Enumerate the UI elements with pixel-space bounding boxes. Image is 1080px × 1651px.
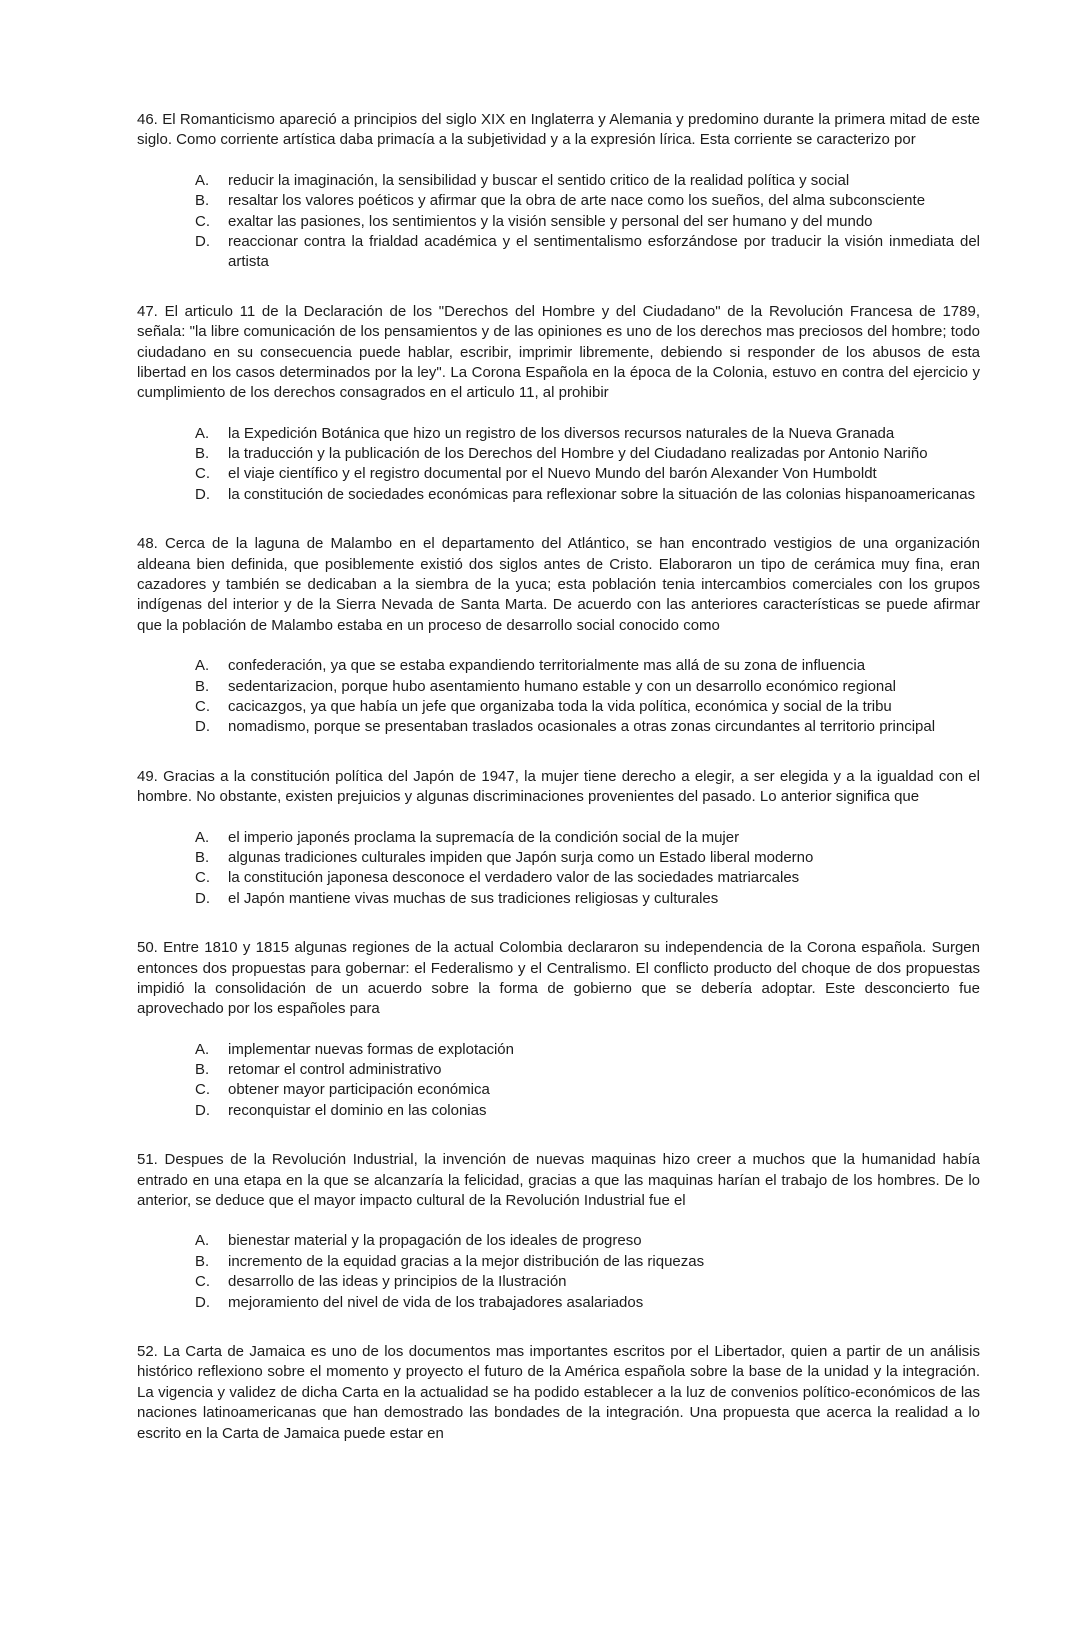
option-text: el Japón mantiene vivas muchas de sus tradiciones religiosas y culturales xyxy=(228,889,719,907)
question-number: 48. xyxy=(137,535,158,553)
question-text xyxy=(137,1150,980,1211)
option-row xyxy=(195,828,980,848)
question-52 xyxy=(137,1342,980,1444)
option-text: sedentarizacion, porque hubo asentamiento humano estable y con un desarrollo económico regional xyxy=(228,677,896,695)
option-text: obtener mayor participación económica xyxy=(228,1081,490,1099)
question-body: El articulo 11 de la Declaración de los "Derechos del Hombre y del Ciudadano" de la Revolución Francesa de 1789, señala: "la libre comunicación de los pensamientos y de las opiniones es uno de los derechos mas preciosos del hombre; todo ciudadano en su consecuencia puede hablar, escribir, imprimir libremente, debiendo si responder de los abusos de esta libertad en los casos determinados por la ley". La Corona Española en la época de la Colonia, estuvo en contra del ejercicio y cumplimiento de los derechos consagrados en el articulo 11, al prohibir xyxy=(137,302,980,402)
option-text: la Expedición Botánica que hizo un registro de los diversos recursos naturales de la Nueva Granada xyxy=(228,424,895,442)
options-list xyxy=(137,656,980,738)
option-row xyxy=(195,1040,980,1060)
options-list xyxy=(137,828,980,910)
question-body: El Romanticismo apareció a principios del siglo XIX en Inglaterra y Alemania y predomino durante la primera mitad de este siglo. Como corriente artística daba primacía a la subjetividad y a la expresión lírica. Esta corriente se caracterizo por xyxy=(137,111,981,149)
option-letter: C. xyxy=(195,1273,210,1291)
option-letter: A. xyxy=(195,828,210,846)
option-text: el imperio japonés proclama la supremacía de la condición social de la mujer xyxy=(228,828,740,846)
question-number: 49. xyxy=(137,767,158,785)
option-letter: D. xyxy=(195,485,210,503)
option-row xyxy=(195,444,980,464)
question-number: 47. xyxy=(137,302,158,320)
option-text: retomar el control administrativo xyxy=(228,1061,442,1079)
option-letter: A. xyxy=(195,424,210,442)
options-list xyxy=(137,1040,980,1122)
option-letter: D. xyxy=(195,232,210,250)
option-text: el viaje científico y el registro documental por el Nuevo Mundo del barón Alexander Von Humboldt xyxy=(228,465,877,483)
option-text: implementar nuevas formas de explotación xyxy=(228,1040,514,1058)
question-text xyxy=(137,110,980,151)
option-letter: D. xyxy=(195,718,210,736)
option-letter: B. xyxy=(195,1252,210,1270)
option-letter: C. xyxy=(195,1081,210,1099)
option-letter: C. xyxy=(195,697,210,715)
question-body: Entre 1810 y 1815 algunas regiones de la actual Colombia declararon su independencia de la Corona española. Surgen entonces dos propuestas para gobernar: el Federalismo y el Centralismo. El conflicto producto del choque de dos propuestas impidió la consolidación de un acuerdo sobre la forma de gobierno que se debería adoptar. Este desconcierto fue aprovechado por los españoles para xyxy=(137,939,980,1018)
option-letter: C. xyxy=(195,869,210,887)
option-text: bienestar material y la propagación de los ideales de progreso xyxy=(228,1232,642,1250)
option-row xyxy=(195,868,980,888)
option-row xyxy=(195,212,980,232)
option-text: resaltar los valores poéticos y afirmar que la obra de arte nace como los sueños, del alma subconsciente xyxy=(228,192,926,210)
question-46 xyxy=(137,110,980,273)
option-text: la constitución japonesa desconoce el verdadero valor de las sociedades matriarcales xyxy=(228,869,800,887)
option-text: reconquistar el dominio en las colonias xyxy=(228,1101,487,1119)
question-text xyxy=(137,534,980,636)
option-text: la constitución de sociedades económicas para reflexionar sobre la situación de las colonias hispanoamericanas xyxy=(228,485,976,503)
option-row xyxy=(195,1101,980,1121)
option-row xyxy=(195,848,980,868)
option-letter: A. xyxy=(195,171,210,189)
question-51 xyxy=(137,1150,980,1313)
option-text: mejoramiento del nivel de vida de los trabajadores asalariados xyxy=(228,1293,644,1311)
option-letter: B. xyxy=(195,1061,210,1079)
option-row xyxy=(195,1231,980,1251)
question-text xyxy=(137,302,980,404)
question-text xyxy=(137,1342,980,1444)
question-number: 50. xyxy=(137,939,158,957)
option-letter: B. xyxy=(195,445,210,463)
question-body: Cerca de la laguna de Malambo en el departamento del Atlántico, se han encontrado vestigios de una organización aldeana bien definida, que posiblemente existió dos siglos antes de Cristo. Elaboraron un tipo de cerámica muy fina, eran cazadores y también se dedicaban a la siembra de la yuca; esta población tenia intercambios comerciales con los grupos indígenas del interior y de la Sierra Nevada de Santa Marta. De acuerdo con las anteriores características se puede afirmar que la población de Malambo estaba en un proceso de desarrollo social conocido como xyxy=(137,535,980,634)
question-number: 52. xyxy=(137,1342,158,1360)
options-list xyxy=(137,424,980,506)
option-text: nomadismo, porque se presentaban traslados ocasionales a otras zonas circundantes al territorio principal xyxy=(228,718,936,736)
question-body: Gracias a la constitución política del Japón de 1947, la mujer tiene derecho a elegir, a ser elegida y a la igualdad con el hombre. No obstante, existen prejuicios y algunas discriminaciones provenientes del pasado. Lo anterior significa que xyxy=(137,767,980,806)
option-letter: D. xyxy=(195,1101,210,1119)
option-letter: B. xyxy=(195,848,210,866)
question-50 xyxy=(137,938,980,1121)
option-letter: B. xyxy=(195,677,210,695)
question-48 xyxy=(137,534,980,738)
option-row xyxy=(195,191,980,211)
option-row xyxy=(195,1060,980,1080)
option-text: desarrollo de las ideas y principios de la Ilustración xyxy=(228,1273,567,1291)
option-letter: A. xyxy=(195,657,210,675)
option-row xyxy=(195,424,980,444)
option-row xyxy=(195,656,980,676)
option-text: algunas tradiciones culturales impiden que Japón surja como un Estado liberal moderno xyxy=(228,848,814,866)
option-row xyxy=(195,1272,980,1292)
question-47 xyxy=(137,302,980,506)
question-body: Despues de la Revolución Industrial, la invención de nuevas maquinas hizo creer a muchos que la humanidad había entrado en una etapa en la que se alcanzaría la felicidad, gracias a que las maquinas harían el trabajo de los hombres. De lo anterior, se deduce que el mayor impacto cultural de la Revolución Industrial fue el xyxy=(137,1151,980,1210)
options-list xyxy=(137,171,980,273)
option-text: cacicazgos, ya que había un jefe que organizaba toda la vida política, económica y social de la tribu xyxy=(228,697,892,715)
option-row xyxy=(195,1293,980,1313)
option-row xyxy=(195,171,980,191)
option-row xyxy=(195,485,980,505)
option-row xyxy=(195,464,980,484)
option-text: confederación, ya que se estaba expandiendo territorialmente mas allá de su zona de influencia xyxy=(228,657,866,675)
option-letter: D. xyxy=(195,889,210,907)
option-letter: D. xyxy=(195,1293,210,1311)
option-text: incremento de la equidad gracias a la mejor distribución de las riquezas xyxy=(228,1252,705,1270)
option-row xyxy=(195,697,980,717)
option-text: exaltar las pasiones, los sentimientos y la visión sensible y personal del ser humano y del mundo xyxy=(228,212,873,230)
options-list xyxy=(137,1231,980,1313)
question-number: 51. xyxy=(137,1151,158,1169)
option-row xyxy=(195,677,980,697)
option-letter: C. xyxy=(195,465,210,483)
option-row xyxy=(195,1080,980,1100)
option-text: reducir la imaginación, la sensibilidad y buscar el sentido critico de la realidad política y social xyxy=(228,171,850,189)
option-text: reaccionar contra la frialdad académica y el sentimentalismo esforzándose por traducir la visión inmediata del artista xyxy=(228,232,980,271)
question-number: 46. xyxy=(137,111,158,128)
option-text: la traducción y la publicación de los Derechos del Hombre y del Ciudadano realizadas por Antonio Nariño xyxy=(228,445,928,463)
question-text xyxy=(137,938,980,1020)
option-letter: C. xyxy=(195,212,210,230)
option-row xyxy=(195,232,980,273)
question-49 xyxy=(137,767,980,909)
option-letter: B. xyxy=(195,192,210,210)
option-letter: A. xyxy=(195,1232,210,1250)
question-text xyxy=(137,767,980,808)
option-row xyxy=(195,717,980,737)
question-body: La Carta de Jamaica es uno de los documentos mas importantes escritos por el Libertador, quien a partir de un análisis histórico reflexiono sobre el momento y proyecto el futuro de la América española sobre la base de la unidad y la integración. La vigencia y validez de dicha Carta en la actualidad se ha podido establecer a la luz de convenios político-económicos de las naciones latinoamericanas que han demostrado las bondades de la integración. Una propuesta que acerca la realidad a lo escrito en la Carta de Jamaica puede estar en xyxy=(137,1342,981,1442)
option-row xyxy=(195,889,980,909)
option-row xyxy=(195,1252,980,1272)
option-letter: A. xyxy=(195,1040,210,1058)
